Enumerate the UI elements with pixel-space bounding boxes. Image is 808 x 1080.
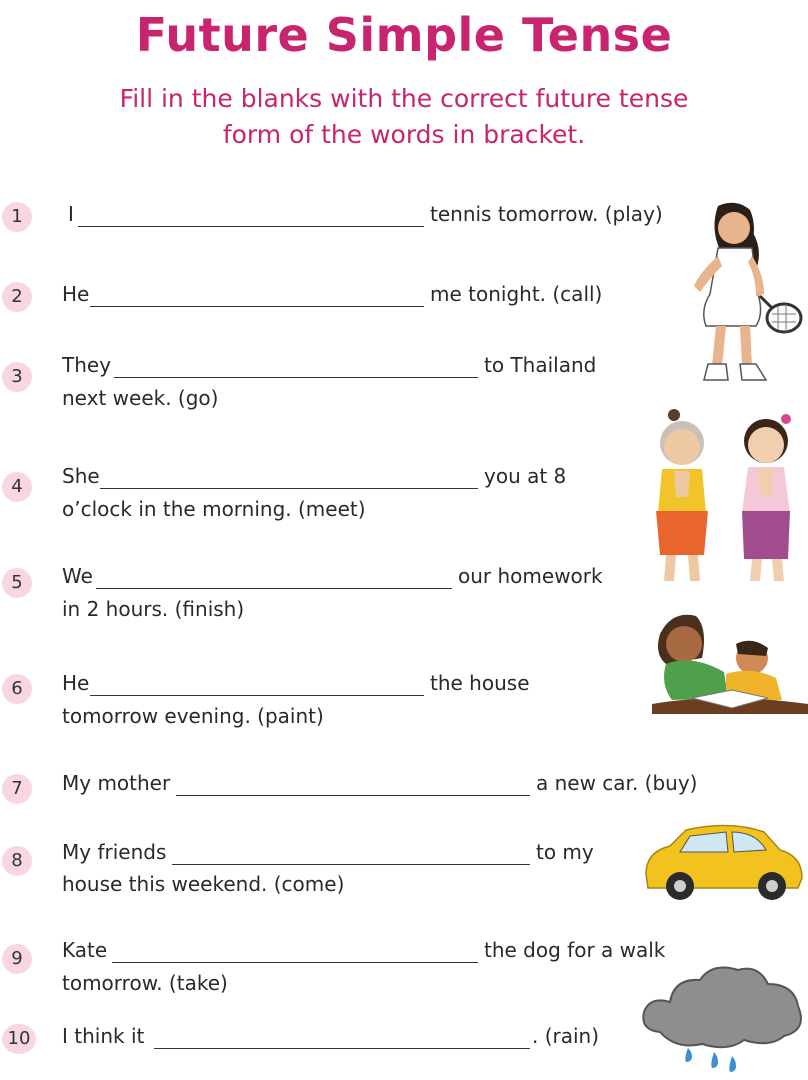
question-number: 5 (2, 568, 32, 598)
question-number: 3 (2, 362, 32, 392)
question-number: 8 (2, 846, 32, 876)
question-text-continued: next week. (go) (62, 386, 219, 410)
question-text-start: I (68, 202, 74, 226)
question-text-start: Kate (62, 938, 108, 962)
question-text-continued: tomorrow. (take) (62, 971, 228, 995)
question-text-start: He (62, 671, 90, 695)
question-number: 6 (2, 674, 32, 704)
question-text-start: My friends (62, 840, 167, 864)
answer-blank[interactable] (112, 962, 478, 963)
question-text-end: a new car. (buy) (536, 771, 698, 795)
question-text-end: me tonight. (call) (430, 282, 603, 306)
question-number: 2 (2, 282, 32, 312)
yellow-car-illustration (640, 822, 806, 904)
question-text-start: We (62, 564, 93, 588)
question-text-continued: o’clock in the morning. (meet) (62, 497, 366, 521)
answer-blank[interactable] (96, 588, 452, 589)
question-text-continued: house this weekend. (come) (62, 872, 345, 896)
instructions-line-1: Fill in the blanks with the correct future tense (119, 84, 689, 113)
instructions-line-2: form of the words in bracket. (222, 120, 586, 149)
page-title: Future Simple Tense (135, 8, 673, 62)
question-text-end: the dog for a walk (484, 938, 666, 962)
question-text-end: to Thailand (484, 353, 597, 377)
question-number: 10 (2, 1024, 36, 1054)
greeting-children-illustration (644, 405, 808, 590)
answer-blank[interactable] (90, 306, 424, 307)
answer-blank[interactable] (114, 377, 478, 378)
tennis-girl-illustration (660, 198, 806, 386)
question-text-start: They (62, 353, 112, 377)
rain-cloud-illustration (640, 960, 808, 1080)
answer-blank[interactable] (100, 488, 478, 489)
answer-blank[interactable] (176, 795, 530, 796)
question-number: 7 (2, 774, 32, 804)
question-text-end: you at 8 (484, 464, 567, 488)
question-text-end: tennis tomorrow. (play) (430, 202, 663, 226)
question-text-start: I think it (62, 1024, 145, 1048)
answer-blank[interactable] (78, 226, 424, 227)
answer-blank[interactable] (154, 1048, 530, 1049)
question-number: 4 (2, 472, 32, 502)
question-text-end: . (rain) (532, 1024, 600, 1048)
question-number: 9 (2, 944, 32, 974)
question-number: 1 (2, 202, 32, 232)
question-text-end: our homework (458, 564, 603, 588)
question-text-continued: tomorrow evening. (paint) (62, 704, 324, 728)
question-text-continued: in 2 hours. (finish) (62, 597, 245, 621)
question-text-end: to my (536, 840, 594, 864)
answer-blank[interactable] (90, 695, 424, 696)
question-text-start: He (62, 282, 90, 306)
answer-blank[interactable] (172, 864, 530, 865)
question-text-end: the house (430, 671, 530, 695)
question-text-start: She (62, 464, 100, 488)
question-text-start: My mother (62, 771, 171, 795)
children-studying-illustration (652, 608, 808, 718)
